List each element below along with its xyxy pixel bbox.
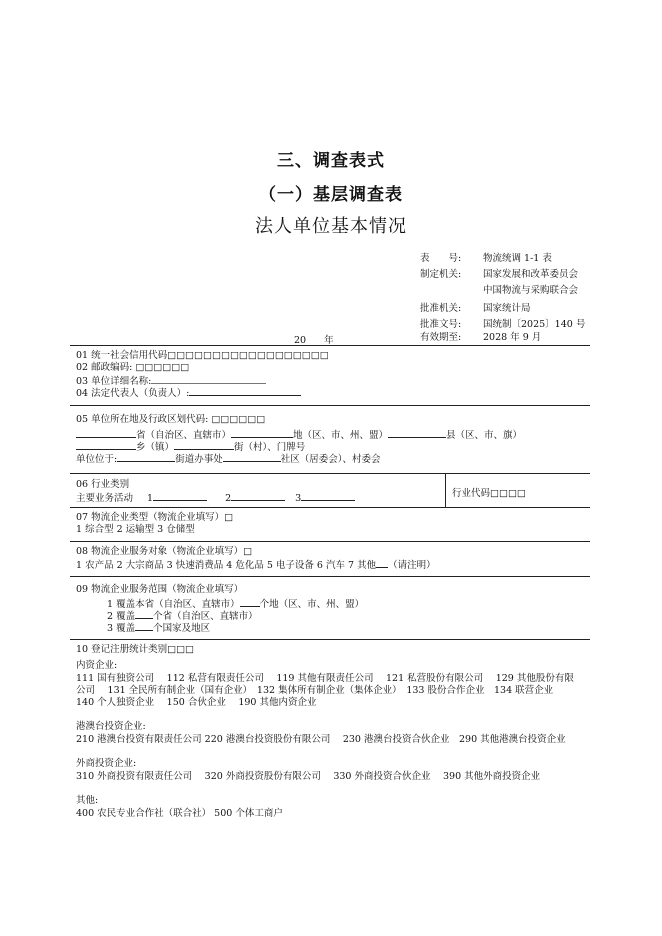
report-year — [294, 332, 334, 346]
meta-label-valid-until: 有效期至: — [420, 332, 462, 343]
township-input[interactable] — [76, 440, 136, 450]
service-target-other-input[interactable] — [376, 558, 388, 568]
meta-value-approval-no: 国统制〔2025〕140 号 — [483, 319, 586, 330]
community-input[interactable] — [223, 452, 281, 462]
meta-value-approver: 国家统计局 — [483, 303, 531, 314]
scope-3-unit: 个国家及地区 — [153, 623, 211, 634]
foreign-line-1: 310 外商投资有限责任公司 320 外商投资股份有限公司 330 外商投资合伙企业 390 其他外商投资企业 — [76, 771, 541, 782]
section-title: 三、调查表式 — [277, 151, 385, 171]
prefecture-label: 地（区、市、州、盟） — [293, 430, 389, 441]
county-input[interactable] — [388, 428, 446, 438]
rule-s1-end — [70, 405, 590, 406]
industry-title: 06 行业类别 — [76, 479, 130, 490]
address-line-3 — [76, 452, 380, 466]
legal-rep-input[interactable] — [189, 386, 301, 396]
field-postal-code[interactable]: 02 邮政编码: □□□□□□ — [76, 362, 190, 373]
business-1-input[interactable] — [153, 491, 207, 501]
business-2-label: 2 — [225, 493, 232, 504]
foreign-heading: 外商投资企业: — [76, 758, 137, 769]
logistics-type-options: 1 综合型 2 运输型 3 仓储型 — [76, 524, 195, 535]
domestic-line-3: 140 个人独资企业 150 合伙企业 190 其他内资企业 — [76, 697, 317, 708]
report-year-number: 20 — [294, 335, 307, 346]
rule-s3-end — [70, 507, 590, 508]
scope-1-label: 1 覆盖本省（自治区、直辖市） — [107, 599, 240, 610]
service-target-options — [76, 558, 436, 572]
rule-s2-end — [70, 473, 590, 474]
hkmt-heading: 港澳台投资企业: — [76, 721, 146, 732]
meta-label-approval-no: 批准文号: — [420, 319, 462, 330]
business-3-label: 3 — [295, 493, 302, 504]
field-credit-code[interactable]: 01 统一社会信用代码□□□□□□□□□□□□□□□□□□ — [76, 350, 329, 361]
domestic-heading: 内资企业: — [76, 660, 118, 671]
office-input[interactable] — [117, 452, 175, 462]
domestic-line-2: 公司 131 全民所有制企业（国有企业） 132 集体所有制企业（集体企业） 133 股份合作企业 134 联营企业 — [76, 685, 554, 696]
meta-value-authority: 国家发展和改革委员会 — [483, 269, 579, 280]
service-target-list: 1 农产品 2 大宗商品 3 快速消费品 4 危化品 5 电子设备 6 汽车 7 其他 — [76, 560, 377, 571]
rule-top — [70, 345, 590, 346]
logistics-type-title[interactable]: 07 物流企业类型（物流企业填写）□ — [76, 512, 234, 523]
form-title: 法人单位基本情况 — [255, 216, 407, 237]
business-3-input[interactable] — [301, 491, 355, 501]
meta-value-valid-until: 2028 年 9 月 — [483, 332, 542, 343]
prefecture-input[interactable] — [231, 428, 293, 438]
registration-type-title[interactable]: 10 登记注册统计类别□□□ — [76, 644, 195, 655]
meta-label-authority: 制定机关: — [420, 269, 462, 280]
scope-3-label: 3 覆盖 — [107, 623, 136, 634]
main-business-label: 主要业务活动 — [76, 493, 134, 504]
township-label: 乡（镇） — [136, 442, 175, 453]
domestic-line-1: 111 国有独资公司 112 私营有限责任公司 119 其他有限责任公司 121 私营股份有限公司 129 其他股份有限 — [76, 673, 574, 684]
industry-code-field[interactable]: 行业代码□□□□ — [452, 488, 526, 499]
service-target-note: （请注明） — [388, 560, 436, 571]
field-location-code[interactable]: 05 单位所在地及行政区划代码: □□□□□□ — [76, 414, 266, 425]
street-input[interactable] — [174, 440, 234, 450]
rule-industry-divider — [445, 473, 446, 507]
province-label: 省（自治区、直辖市） — [136, 430, 232, 441]
other-line-1: 400 农民专业合作社（联合社） 500 个体工商户 — [76, 808, 283, 819]
report-year-unit: 年 — [324, 335, 334, 346]
meta-value-form-number: 物流统调 1-1 表 — [483, 253, 552, 264]
community-label: 社区（居委会）、村委会 — [280, 454, 381, 465]
meta-label-form-number: 表 号: — [420, 253, 462, 264]
meta-label-approver: 批准机关: — [420, 303, 462, 314]
legal-rep-label: 04 法定代表人（负责人）: — [76, 388, 190, 399]
county-label: 县（区、市、旗） — [446, 430, 523, 441]
unit-name-label: 03 单位详细名称: — [76, 376, 152, 387]
other-heading: 其他: — [76, 795, 99, 806]
field-legal-rep — [76, 386, 301, 400]
business-2-input[interactable] — [231, 491, 285, 501]
rule-s4-end — [70, 541, 590, 542]
rule-s5-end — [70, 576, 590, 577]
subsection-title: （一）基层调查表 — [259, 185, 403, 205]
meta-value-authority-2: 中国物流与采购联合会 — [483, 285, 579, 296]
scope-2-unit: 个省（自治区、直辖市） — [153, 611, 258, 622]
main-business-line — [76, 491, 355, 505]
street-label: 街（村）、门牌号 — [234, 442, 306, 453]
location-label: 单位位于: — [76, 454, 118, 465]
office-label: 街道办事处 — [175, 454, 223, 465]
scope-2-input[interactable] — [135, 609, 153, 619]
scope-1-unit: 个地（区、市、州、盟） — [259, 599, 365, 610]
scope-option-3 — [107, 621, 210, 635]
rule-s6-end — [70, 639, 590, 640]
scope-1-input[interactable] — [240, 597, 260, 607]
business-1-label: 1 — [147, 493, 154, 504]
scope-3-input[interactable] — [135, 621, 153, 631]
service-scope-title: 09 物流企业服务范围（物流企业填写） — [76, 584, 244, 595]
service-target-title[interactable]: 08 物流企业服务对象（物流企业填写）□ — [76, 546, 253, 557]
unit-name-input[interactable] — [151, 374, 266, 384]
province-input[interactable] — [76, 428, 136, 438]
hkmt-line-1: 210 港澳台投资有限责任公司 220 港澳台投资股份有限公司 230 港澳台投资合伙企业 290 其他港澳台投资企业 — [76, 734, 566, 745]
scope-2-label: 2 覆盖 — [107, 611, 136, 622]
